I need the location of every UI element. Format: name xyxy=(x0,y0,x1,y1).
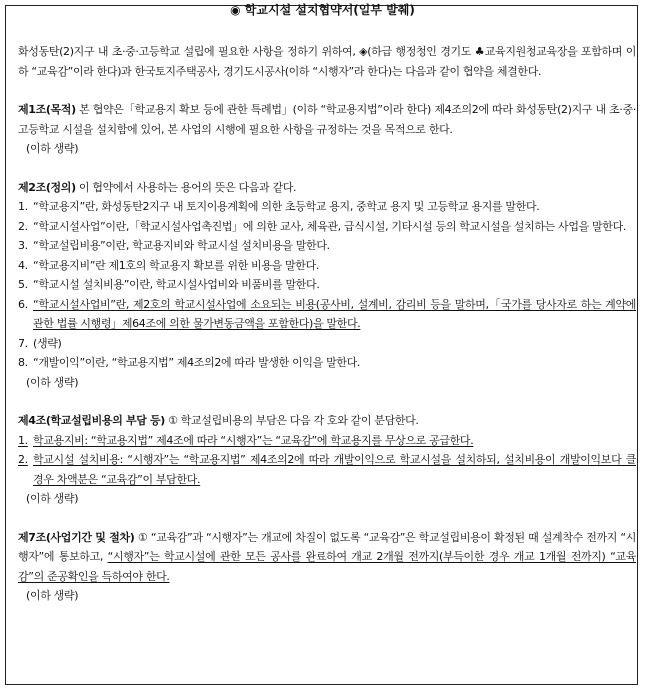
article-1 xyxy=(18,100,636,139)
article-4-omitted: (이하 생략) xyxy=(26,492,79,505)
definition-item: 8. “개발이익”이란, “학교용지법” 제4조의2에 따라 발생한 이익을 말한다. xyxy=(18,356,361,369)
document-frame xyxy=(5,5,638,685)
definition-item: 5. “학교시설 설치비용”이란, 학교시설사업비와 비품비를 말한다. xyxy=(18,278,320,291)
document-title: ◉ 학교시설 설치협약서(일부 발췌) xyxy=(230,3,415,17)
article-4-body: ① 학교설립비용의 부담은 다음 각 호와 같이 분담한다. xyxy=(164,414,419,427)
article-4 xyxy=(18,411,636,431)
article-4-heading: 제4조(학교설립비용의 부담 등) xyxy=(18,414,165,427)
article-1-body: 본 협약은「학교용지 확보 등에 관한 특례법」(이하 “학교용지법”이라 한다) 제4조의2에 따라 화성동탄(2)지구 내 초·중·고등학교 시설을 설치함에 있어, 본 사업의 시행에 필요한 사항을 규정하는 것을 목적으로 한다. xyxy=(18,103,636,136)
definition-item: 7. (생략) xyxy=(18,336,62,350)
article-2 xyxy=(18,178,636,198)
definition-item: 1. “학교용지”란, 화성동탄2지구 내 토지이용계획에 의한 초등학교 용지, 중학교 용지 및 고등학교 용지를 말한다. xyxy=(18,200,540,213)
document-body xyxy=(18,42,636,606)
article-7 xyxy=(18,528,636,587)
cost-item-underlined: 1. 학교용지비: “학교용지법” 제4조에 따라 “시행자”는 “교육감”에 학교용지를 무상으로 공급한다. xyxy=(18,433,474,447)
article-7-omitted: (이하 생략) xyxy=(26,589,79,602)
intro-paragraph: 화성동탄(2)지구 내 초·중·고등학교 설립에 필요한 사항을 정하기 위하여, ◈(하급 행정청인 경기도 ♣교육지원청교육장을 포함하며 이하 “교육감”이라 한다)과 한국토지주택공사, 경기도시공사(이하 “시행자”라 한다)는 다음과 같이 협약을 체결한다. xyxy=(18,45,636,78)
article-7-heading: 제7조(사업기간 및 절차) xyxy=(18,530,135,544)
definition-item: 4. “학교용지비”란 제1호의 학교용지 확보를 위한 비용을 말한다. xyxy=(18,258,319,272)
article-1-heading: 제1조(목적) xyxy=(18,103,76,116)
definition-item: 2. “학교시설사업”이란,「학교시설사업촉진법」에 의한 교사, 체육관, 급식시설, 기타시설 등의 학교시설을 설치하는 사업을 말한다. xyxy=(18,219,626,233)
article-2-heading: 제2조(정의) xyxy=(18,180,76,194)
article-2-omitted: (이하 생략) xyxy=(26,375,79,389)
definition-item-underlined: 6. “학교시설사업비”란, 제2호의 학교시설사업에 소요되는 비용(공사비, 설계비, 감리비 등을 말하며,「국가를 당사자로 하는 계약에 관한 법률 시행령」제64조에 의한 물가변동금액을 포함한다)을 말한다. xyxy=(18,297,636,330)
article-2-body: 이 협약에서 사용하는 용어의 뜻은 다음과 같다. xyxy=(75,180,297,194)
article-7-body: ① “교육감”과 “시행자”는 개교에 차질이 없도록 “교육감”은 학교설립비용이 확정된 때 설계착수 전까지 “시행자”에 통보하고, xyxy=(18,530,636,563)
article-7-body-underlined: “시행자”는 학교시설에 관한 모든 공사를 완료하여 개교 2개월 전까지(부득이한 경우 개교 1개월 전까지) “교육감”의 준공확인을 득하여야 한다. xyxy=(18,550,636,583)
cost-item-underlined: 2. 학교시설 설치비용: “시행자”는 “학교용지법” 제4조의2에 따라 개발이익으로 학교시설을 설치하되, 설치비용이 개발이익보다 클 경우 차액분은 “교육감”이 부담한다. xyxy=(18,453,636,486)
article-1-omitted: (이하 생략) xyxy=(26,142,79,155)
definition-item: 3. “학교설립비용”이란, 학교용지비와 학교시설 설치비용을 말한다. xyxy=(18,239,330,252)
